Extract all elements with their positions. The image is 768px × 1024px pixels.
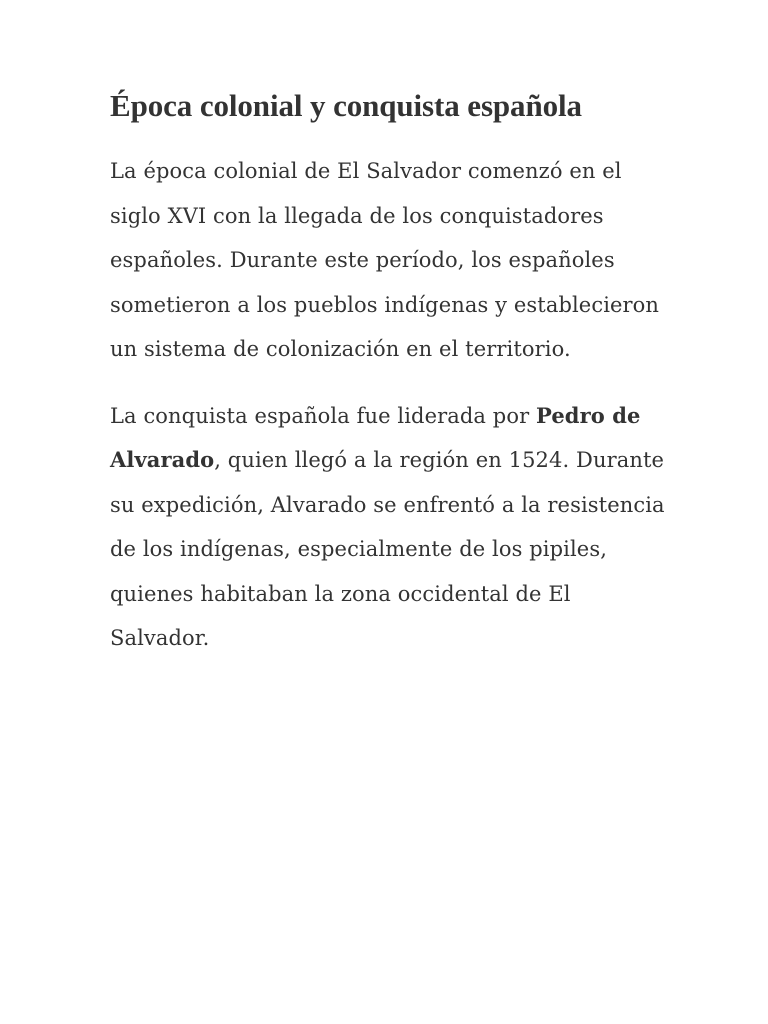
article [110, 84, 670, 661]
paragraph-conquest-intro: La conquista española fue liderada por [110, 403, 537, 428]
paragraph-conquest [110, 394, 670, 661]
paragraph-colonial-era: La época colonial de El Salvador comenzó en el siglo XVI con la llegada de los conquistadores españoles. Durante este período, los españoles sometieron a los pueblos indígenas y establecieron un sistema de colonización en el territorio. [110, 159, 660, 361]
paragraph-conquest-rest: , quien llegó a la región en 1524. Durante su expedición, Alvarado se enfrentó a la resistencia de los indígenas, especialmente de los pipiles, quienes habitaban la zona occidental de El Salvador. [110, 448, 665, 650]
article-title: Época colonial y conquista española [110, 88, 582, 123]
bold-name-pedro-de-alvarado: Pedro de Alvarado [110, 402, 641, 472]
